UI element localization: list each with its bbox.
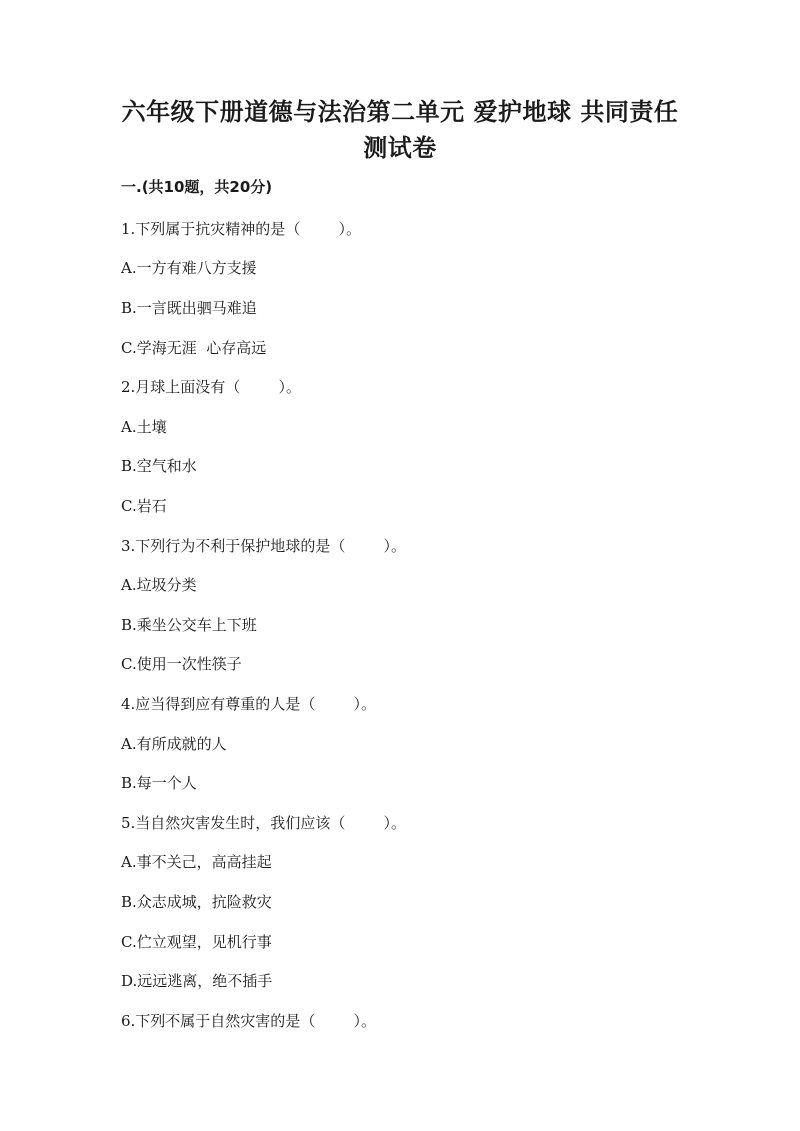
question-1-option-a: A.一方有难八方支援	[121, 259, 257, 277]
section-heading: 一.(共10题，共20分)	[121, 178, 273, 196]
question-5-option-b: B.众志成城，抗险救灾	[121, 893, 272, 911]
question-2-option-c: C.岩石	[121, 497, 167, 515]
question-4-stem: 4.应当得到应有尊重的人是（ ）。	[121, 695, 376, 713]
question-1-option-b: B.一言既出驷马难追	[121, 299, 257, 317]
question-3-option-b: B.乘坐公交车上下班	[121, 616, 257, 634]
question-4-option-b: B.每一个人	[121, 774, 197, 792]
question-3-option-c: C.使用一次性筷子	[121, 655, 242, 673]
question-2-option-a: A.土壤	[121, 418, 167, 436]
question-5-stem: 5.当自然灾害发生时，我们应该（ ）。	[121, 814, 406, 832]
question-4-option-a: A.有所成就的人	[121, 735, 227, 753]
question-2-stem: 2.月球上面没有（ ）。	[121, 378, 301, 396]
page-title: 六年级下册道德与法治第二单元 爱护地球 共同责任 测试卷	[121, 98, 679, 162]
question-5-option-d: D.远远逃离，绝不插手	[121, 972, 273, 990]
question-5-option-c: C.伫立观望，见机行事	[121, 933, 272, 951]
question-2-option-b: B.空气和水	[121, 457, 197, 475]
question-6-stem: 6.下列不属于自然灾害的是（ ）。	[121, 1012, 376, 1030]
question-1-stem: 1.下列属于抗灾精神的是（ ）。	[121, 220, 361, 238]
question-1-option-c: C.学海无涯 心存高远	[121, 339, 267, 357]
question-5-option-a: A.事不关己，高高挂起	[121, 853, 272, 871]
question-3-option-a: A.垃圾分类	[121, 576, 197, 594]
question-3-stem: 3.下列行为不利于保护地球的是（ ）。	[121, 537, 406, 555]
